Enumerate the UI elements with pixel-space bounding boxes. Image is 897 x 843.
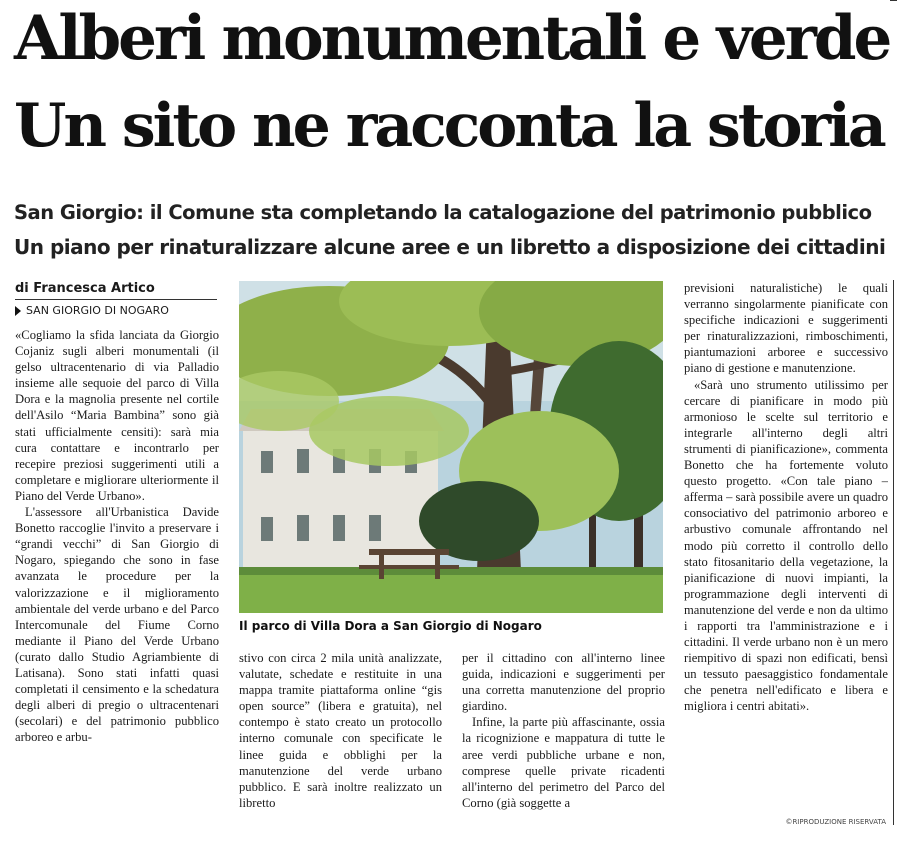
- headline-line-1: Alberi monumentali e verde: [14, 3, 890, 74]
- photo-caption: Il parco di Villa Dora a San Giorgio di Nogaro: [239, 619, 542, 633]
- paragraph: per il cittadino con all'interno linee guida, indicazioni e suggerimenti per una corretta manutenzione del proprio giardino.: [462, 651, 665, 714]
- paragraph: «Cogliamo la sfida lanciata da Giorgio Cojaniz sugli alberi monumentali (il gelso ultracentenario di via Palladio insieme alle sequoie del parco di Villa Dora e la magnolia presente nel cortile dell'Asilo “Maria Bambina” sono già stati ufficialmente censiti): sarà mia cura contattare e incontrarlo per recepire preziosi suggerimenti utili a completare e migliorare ulteriormente il Piano del Verde Urbano».: [15, 328, 219, 503]
- paragraph: Infine, la parte più affascinante, ossia la ricognizione e mappatura di tutte le aree verdi pubbliche urbane e non, comprese quelle private ricadenti all'interno del perimetro del Parco del Corno (già soggette a: [462, 715, 665, 810]
- author-name: di Francesca Artico: [15, 281, 217, 300]
- paragraph: stivo con circa 2 mila unità analizzate, valutate, schedate e restituite in una mappa tramite piattaforma online “gis open source” (libera e gratuita), nel contempo è stato creato un protocollo interno comunale con specificate le linee guida e obblighi per la manutenzione del verde urbano pubblico. E sarà inoltre realizzato un libretto: [239, 651, 442, 810]
- park-photo-illustration: [239, 281, 663, 613]
- article-column-3: [462, 650, 665, 827]
- column-divider-rule: [893, 280, 894, 825]
- dateline-location: SAN GIORGIO DI NOGARO: [26, 304, 169, 317]
- paragraph: previsioni naturalistiche) le quali verranno singolarmente pianificate con specifiche indicazioni e suggerimenti per rinaturalizzazioni, rimboschimenti, piantumazioni arboree e successivo piano di gestione e manutenzione.: [684, 281, 888, 376]
- subheadline-line-2: Un piano per rinaturalizzare alcune aree e un libretto a disposizione dei cittadini: [14, 235, 886, 259]
- park-photo: [239, 281, 663, 613]
- paragraph: «Sarà uno strumento utilissimo per cercare di pianificare in modo più armonioso le scelte sul territorio e integrarle all'interno degli altri strumenti di pianificazione», commenta Bonetto che ha fortemente voluto questo progetto. «Con tale piano – afferma – sarà possibile avere un quadro consociativo del patrimonio arboreo e arbustivo comunale affrontando nel modo più corretto il controllo dello stato fitosanitario della vegetazione, la pianificazione di nuovi impianti, la programmazione degli interventi di manutenzione del verde e non da ultimo i rapporti tra l'amministrazione e i cittadini. Il verde urbano non è un mero riempitivo di spazi non edificati, bensì un tessuto paesaggistico fondamentale che penetra nell'edificato e libera e migliora i centri abitati».: [684, 377, 888, 714]
- article-column-2: [239, 650, 442, 827]
- copyright-notice: ©RIPRODUZIONE RISERVATA: [785, 818, 886, 826]
- dateline: [15, 304, 217, 317]
- triangle-bullet-icon: [15, 306, 21, 316]
- article-column-4: [684, 280, 888, 810]
- paragraph: L'assessore all'Urbanistica Davide Bonetto raccoglie l'invito a preservare i “grandi vecchi” di San Giorgio di Nogaro, spiegando che sono in fase avanzata le procedure per la valorizzazione e il miglioramento ambientale del verde urbano e del Parco Intercomunale del Fiume Corno mediante il Piano del Verde Urbano (curato dallo Studio Agriambiente di Latisana). Sono stati infatti quasi completati il censimento e la schedatura degli alberi di pregio o ultracentenari (secolari) e del patrimonio pubblico arboreo e arbu-: [15, 505, 219, 745]
- headline-line-2: Un sito ne racconta la storia: [14, 91, 884, 161]
- subheadline-line-1: San Giorgio: il Comune sta completando la catalogazione del patrimonio pubblico: [14, 201, 872, 224]
- top-corner-rule: [890, 0, 897, 1]
- byline: [15, 281, 217, 317]
- article-column-1: [15, 327, 219, 827]
